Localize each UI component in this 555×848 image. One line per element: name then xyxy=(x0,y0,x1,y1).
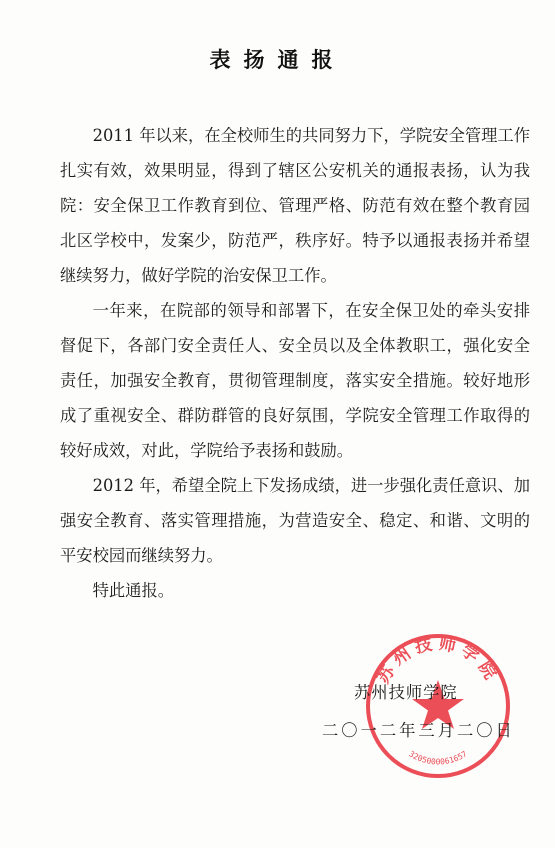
signature-org: 苏州技师学院 xyxy=(354,683,458,702)
official-seal-stamp xyxy=(362,630,514,782)
document-title: 表扬通报 xyxy=(209,48,346,72)
paragraph-2: 一年来，在院部的领导和部署下，在安全保卫处的牵头安排督促下，各部门安全责任人、安全员以及全体教职工，强化安全责任，加强安全教育，贯彻管理制度，落实安全措施。较好地形成了重视安全、群防群管的良好氛围，学院安全管理工作取得的较好成效，对此，学院给予表扬和鼓励。 xyxy=(60,301,530,460)
paragraph-1: 2011 年以来，在全校师生的共同努力下，学院安全管理工作扎实有效，效果明显，得到了辖区公安机关的通报表扬，认为我院：安全保卫工作教育到位、管理严格、防范有效在整个教育园北区学校中，发案少，防范严，秩序好。特予以通报表扬并希望继续努力，做好学院的治安保卫工作。 xyxy=(60,126,530,285)
paragraph-3: 2012 年，希望全院上下发扬成绩，进一步强化责任意识、加强安全教育、落实管理措施，为营造安全、稳定、和谐、文明的平安校园而继续努力。 xyxy=(60,476,530,565)
seal-text: 苏州技师学院 xyxy=(373,633,503,688)
document-body xyxy=(60,118,530,608)
seal-number: 3205000061657 xyxy=(407,749,469,767)
signature-date: 二〇一二年三月二〇日 xyxy=(322,721,515,740)
closing-text: 特此通报。 xyxy=(92,581,175,600)
